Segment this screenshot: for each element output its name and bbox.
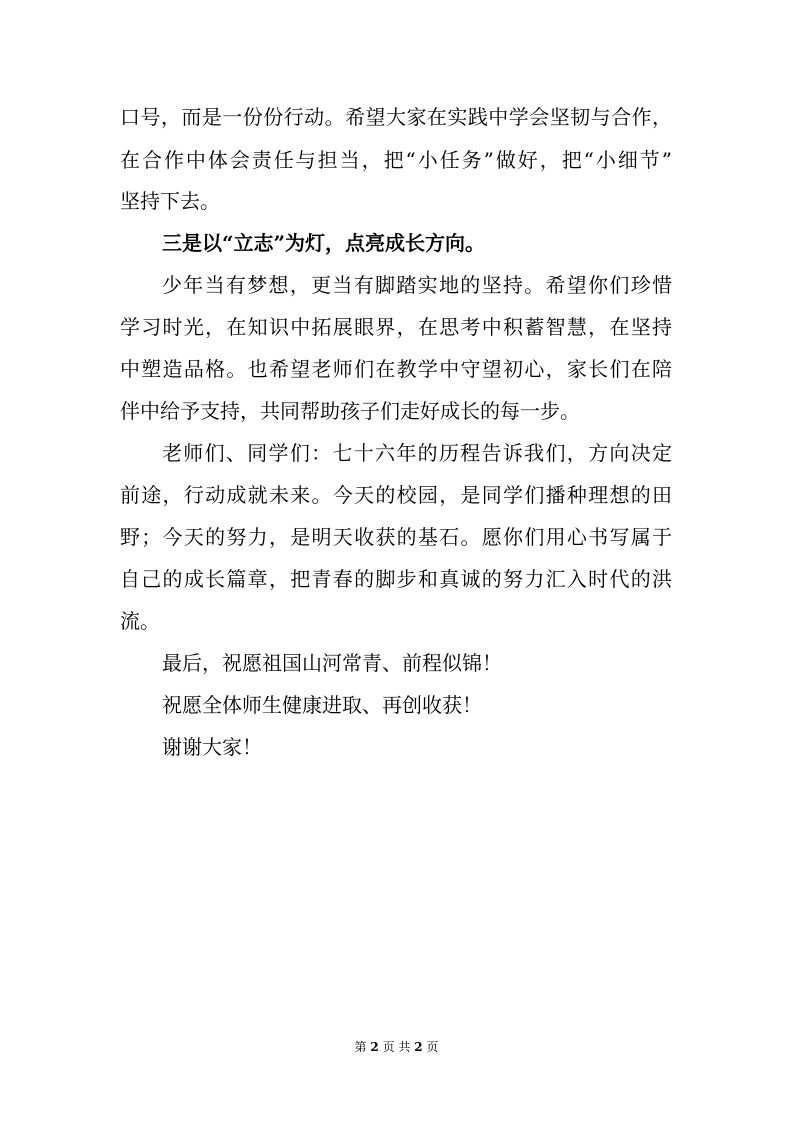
paragraph-3-line-5: 流。 [120,609,160,633]
paragraph-2-line-3: 中塑造品格。也希望老师们在教学中守望初心，家长们在陪 [120,357,672,381]
page-footer [0,1039,793,1055]
paragraph-3-line-2: 前途，行动成就未来。今天的校园，是同学们播种理想的田 [120,483,672,507]
paragraph-2-line-1: 少年当有梦想，更当有脚踏实地的坚持。希望你们珍惜 [162,273,672,297]
closing-line-2: 祝愿全体师生健康进取、再创收获！ [162,693,482,717]
footer-total-pages: 2 [414,1040,423,1054]
paragraph-3-line-4: 自己的成长篇章，把青春的脚步和真诚的努力汇入时代的洪 [120,567,672,591]
footer-middle: 页 共 [382,1040,411,1054]
paragraph-2-line-4: 伴中给予支持，共同帮助孩子们走好成长的每一步。 [120,399,580,423]
section-heading-3: 三是以“立志”为灯，点亮成长方向。 [162,231,486,255]
footer-prefix: 第 [354,1040,367,1054]
paragraph-2-line-2: 学习时光，在知识中拓展眼界，在思考中积蓄智慧，在坚持 [120,315,672,339]
paragraph-3-line-3: 野；今天的努力，是明天收获的基石。愿你们用心书写属于 [120,525,672,549]
closing-line-1: 最后，祝愿祖国山河常青、前程似锦！ [162,651,502,675]
closing-line-3: 谢谢大家！ [162,735,262,759]
footer-page-number: 2 [370,1040,379,1054]
paragraph-1-line-3: 坚持下去。 [120,189,220,213]
paragraph-1-line-2: 在合作中体会责任与担当，把“小任务”做好，把“小细节” [120,148,672,172]
paragraph-1-line-1: 口号，而是一份份行动。希望大家在实践中学会坚韧与合作， [120,105,672,129]
footer-suffix: 页 [426,1040,439,1054]
paragraph-3-line-1: 老师们、同学们：七十六年的历程告诉我们，方向决定 [162,441,672,465]
